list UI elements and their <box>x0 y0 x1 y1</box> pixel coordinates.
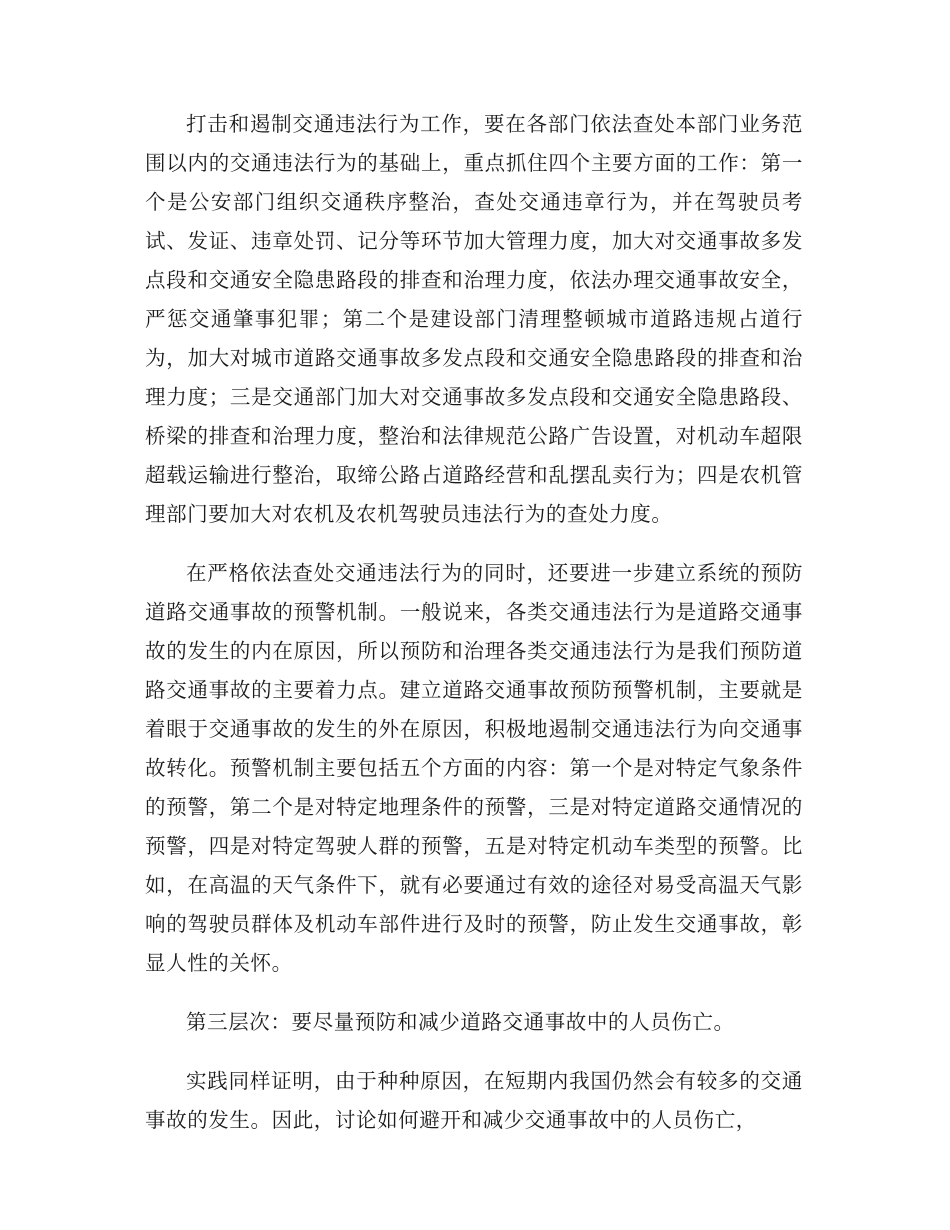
paragraph-1: 打击和遏制交通违法行为工作，要在各部门依法查处本部门业务范围以内的交通违法行为的基础上，重点抓住四个主要方面的工作：第一个是公安部门组织交通秩序整治，查处交通违章行为，并在驾驶员考试、发证、违章处罚、记分等环节加大管理力度，加大对交通事故多发点段和交通安全隐患路段的排查和治理力度，依法办理交通事故安全，严惩交通肇事犯罪；第二个是建设部门清理整顿城市道路违规占道行为，加大对城市道路交通事故多发点段和交通安全隐患路段的排查和治理力度；三是交通部门加大对交通事故多发点段和交通安全隐患路段、桥梁的排查和治理力度，整治和法律规范公路广告设置，对机动车超限超载运输进行整治，取缔公路占道路经营和乱摆乱卖行为；四是农机管理部门要加大对农机及农机驾驶员违法行为的查处力度。 <box>145 112 803 526</box>
paragraph-2: 在严格依法查处交通违法行为的同时，还要进一步建立系统的预防道路交通事故的预警机制。一般说来，各类交通违法行为是道路交通事故的发生的内在原因，所以预防和治理各类交通违法行为是我们预防道路交通事故的主要着力点。建立道路交通事故预防预警机制，主要就是着眼于交通事故的发生的外在原因，积极地遏制交通违法行为向交通事故转化。预警机制主要包括五个方面的内容：第一个是对特定气象条件的预警，第二个是对特定地理条件的预警，三是对特定道路交通情况的预警，四是对特定驾驶人群的预警，五是对特定机动车类型的预警。比如，在高温的天气条件下，就有必要通过有效的途径对易受高温天气影响的驾驶员群体及机动车部件进行及时的预警，防止发生交通事故，彰显人性的关怀。 <box>145 561 803 975</box>
document-body <box>145 105 803 1160</box>
paragraph-3: 第三层次：要尽量预防和减少道路交通事故中的人员伤亡。 <box>186 1010 735 1034</box>
paragraph-4: 实践同样证明，由于种种原因，在短期内我国仍然会有较多的交通事故的发生。因此，讨论如何避开和减少交通事故中的人员伤亡， <box>145 1069 803 1132</box>
